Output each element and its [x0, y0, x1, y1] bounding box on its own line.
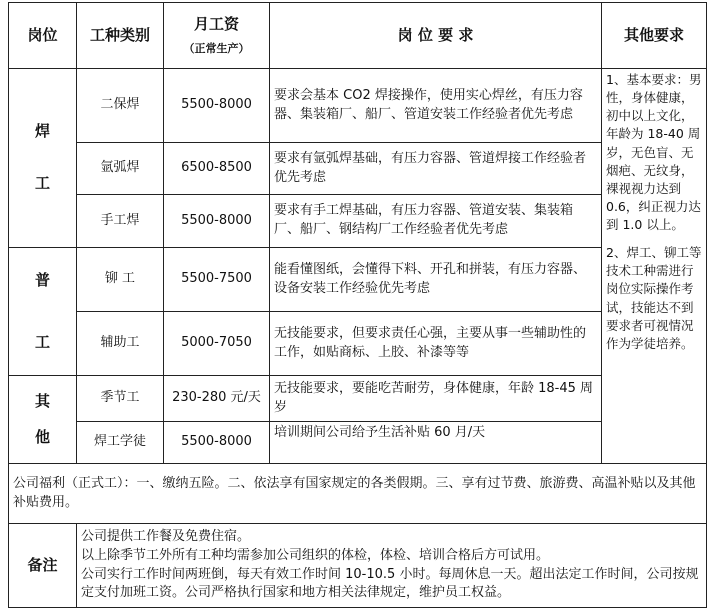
group-name-bottom: 工: [34, 332, 50, 351]
header-salary-note: （正常生产）: [183, 42, 250, 56]
header-category: 工种类别: [77, 3, 164, 69]
job-pay: 5500-8000: [164, 69, 270, 143]
job-pay: 6500-8500: [164, 143, 270, 195]
job-requirement: 要求有手工焊基础，有压力容器、管道安装、集装箱厂、船厂、钢结构厂工作经验者优先考虑: [270, 195, 602, 248]
notes-content: [77, 524, 707, 608]
job-pay: 5500-8000: [164, 422, 270, 464]
notes-label: 备注: [9, 524, 77, 608]
recruitment-table: [8, 2, 707, 608]
other-requirements: [602, 69, 707, 464]
table-row: [9, 69, 707, 143]
job-requirement: 要求有氩弧焊基础，有压力容器、管道焊接工作经验者优先考虑: [270, 143, 602, 195]
job-pay: 230-280 元/天: [164, 376, 270, 422]
group-name-top: 其: [34, 391, 50, 410]
header-position: 岗位: [9, 3, 77, 69]
group-name-bottom: 他: [34, 427, 50, 446]
job-requirement: 要求会基本 CO2 焊接操作，使用实心焊丝，有压力容器、集装箱厂、船厂、管道安装工作经验者优先考虑: [270, 69, 602, 143]
job-requirement: 无技能要求，但要求责任心强，主要从事一些辅助性的工作，如贴商标、上胶、补漆等等: [270, 312, 602, 376]
note-item: 公司提供工作餐及免费住宿。: [81, 528, 251, 544]
job-pay: 5000-7050: [164, 312, 270, 376]
group-other: [9, 376, 77, 464]
header-salary-label: 月工资: [193, 14, 239, 33]
job-type: 铆 工: [77, 248, 164, 312]
job-type: 氩弧焊: [77, 143, 164, 195]
welfare-text: 公司福利（正式工）：一、缴纳五险。二、依法享有国家规定的各类假期。三、享有过节费、旅游费、高温补贴以及其他补贴费用。: [9, 464, 707, 524]
job-pay: 5500-8000: [164, 195, 270, 248]
job-requirement: 无技能要求，要能吃苦耐劳，身体健康，年龄 18-45 周岁: [270, 376, 602, 422]
job-requirement: 培训期间公司给予生活补贴 60 月/天: [270, 422, 602, 464]
note-item: 以上除季节工外所有工种均需参加公司组织的体检，体检、培训合格后方可试用。: [81, 547, 550, 563]
other-requirement-item: 1、基本要求：男性，身体健康，初中以上文化，年龄为 18-40 周岁，无色盲、无烟疤、无纹身，裸视视力达到 0.6，纠正视力达到 1.0 以上。: [606, 72, 702, 232]
group-name-top: 普: [34, 270, 50, 289]
welfare-row: [9, 464, 707, 524]
job-requirement: 能看懂图纸，会懂得下料、开孔和拼装，有压力容器、设备安装工作经验优先考虑: [270, 248, 602, 312]
notes-row: [9, 524, 707, 608]
header-row: [9, 3, 707, 69]
job-type: 季节工: [77, 376, 164, 422]
header-salary: [164, 3, 270, 69]
note-item: 公司实行工作时间两班倒，每天有效工作时间 10-10.5 小时。每周休息一天。超出法定工作时间，公司按规定支付加班工资。公司严格执行国家和地方相关法律规定，维护员工权益。: [81, 566, 699, 601]
group-general-worker: [9, 248, 77, 376]
header-requirements: 岗 位 要 求: [270, 3, 602, 69]
header-other: 其他要求: [602, 3, 707, 69]
job-type: 二保焊: [77, 69, 164, 143]
group-name-bottom: 工: [34, 174, 50, 192]
job-pay: 5500-7500: [164, 248, 270, 312]
job-type: 手工焊: [77, 195, 164, 248]
group-name-top: 焊: [34, 122, 50, 141]
job-type: 辅助工: [77, 312, 164, 376]
other-requirement-item: 2、焊工、铆工等技术工种需进行岗位实际操作考试，技能达不到要求者可视情况作为学徒培养。: [606, 245, 702, 351]
job-type: 焊工学徒: [77, 422, 164, 464]
group-welder: [9, 69, 77, 248]
